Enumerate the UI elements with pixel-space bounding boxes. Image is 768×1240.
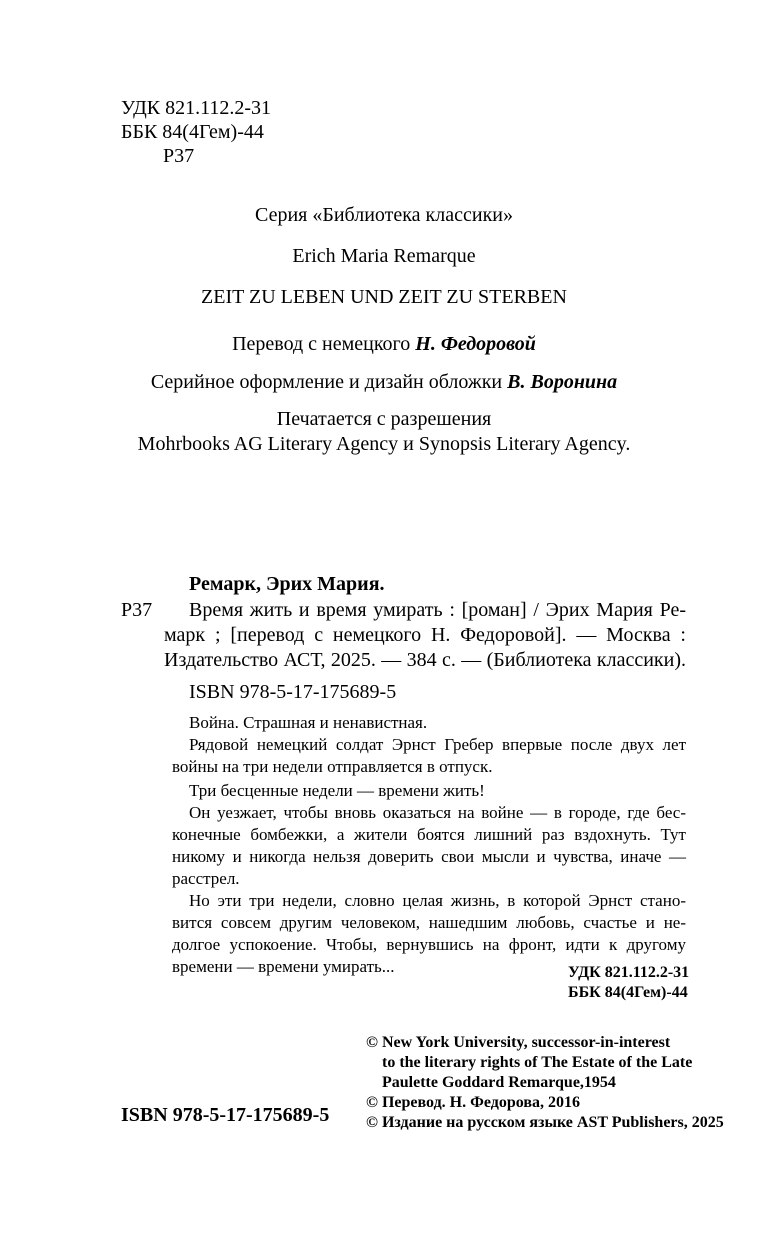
series-title: Серия «Библиотека классики» [254,204,513,226]
design-credit [0,370,768,394]
annotation-p5-line-4: времени — времени умирать... [172,957,395,976]
annotation-p3: Три бесценные недели — времени жить! [189,781,485,800]
bbk-code: ББК 84(4Гем)-44 [121,121,264,143]
catalog-mark: Р37 [121,599,153,621]
annotation-p2-line-1: Рядовой немецкий солдат Эрнст Гребер впервые после двух лет [189,735,686,754]
design-prefix: Серийное оформление и дизайн обложки [150,371,503,393]
annotation-p4-line-4: расстрел. [172,869,240,888]
bottom-bbk-code: ББК 84(4Гем)-44 [568,984,688,1001]
catalog-desc-line-3: Издательство АСТ, 2025. — 384 с. — (Библиотека классики). [164,649,686,671]
annotation-p5-line-2: вится совсем другим человеком, нашедшим любовь, счастье и не- [172,913,686,932]
catalog-desc-line-1: Время жить и время умирать : [роман] / Эрих Мария Ре- [189,599,686,621]
catalog-desc-line-2: марк ; [перевод с немецкого Н. Федоровой]. — Москва : [164,624,686,646]
original-author: Erich Maria Remarque [292,245,476,267]
author-mark: Р37 [163,145,195,167]
copyright-1-line-1: © New York University, successor-in-interest [366,1034,671,1051]
translation-prefix: Перевод с немецкого [232,333,411,355]
catalog-isbn: ISBN 978-5-17-175689-5 [189,681,397,703]
permission-line-1: Печатается с разрешения [276,408,492,430]
annotation-p2-line-2: войны на три недели отправляется в отпуск. [172,757,493,776]
copyright-3: © Издание на русском языке AST Publishers, 2025 [366,1114,724,1131]
permission-line-2: Mohrbooks AG Literary Agency и Synopsis Literary Agency. [137,433,631,455]
copyright-1-line-3: Paulette Goddard Remarque,1954 [382,1074,616,1091]
annotation-p5-line-1: Но эти три недели, словно целая жизнь, в которой Эрнст стано- [189,891,686,910]
designer-name: В. Воронина [507,371,618,393]
bottom-isbn: ISBN 978-5-17-175689-5 [121,1104,330,1126]
catalog-author-heading: Ремарк, Эрих Мария. [189,573,385,595]
annotation-p5-line-3: долгое успокоение. Чтобы, вернувшись на фронт, идти к другому [172,935,686,954]
annotation-p4-line-3: никому и никогда нельзя доверить свои мысли и чувства, иначе — [172,847,686,866]
udk-code: УДК 821.112.2-31 [121,97,272,119]
copyright-1-line-2: to the literary rights of The Estate of the Late [382,1054,693,1071]
annotation-p1: Война. Страшная и ненавистная. [189,713,428,732]
translation-credit [0,332,768,356]
annotation-p4-line-1: Он уезжает, чтобы вновь оказаться на войне — в городе, где бес- [189,803,686,822]
bottom-udk-code: УДК 821.112.2-31 [568,964,690,981]
annotation-p4-line-2: конечные бомбежки, а жители боятся лишний раз вздохнуть. Тут [172,825,686,844]
copyright-2: © Перевод. Н. Федорова, 2016 [366,1094,580,1111]
translator-name: Н. Федоровой [415,333,536,355]
original-title: ZEIT ZU LEBEN UND ZEIT ZU STERBEN [201,286,567,308]
